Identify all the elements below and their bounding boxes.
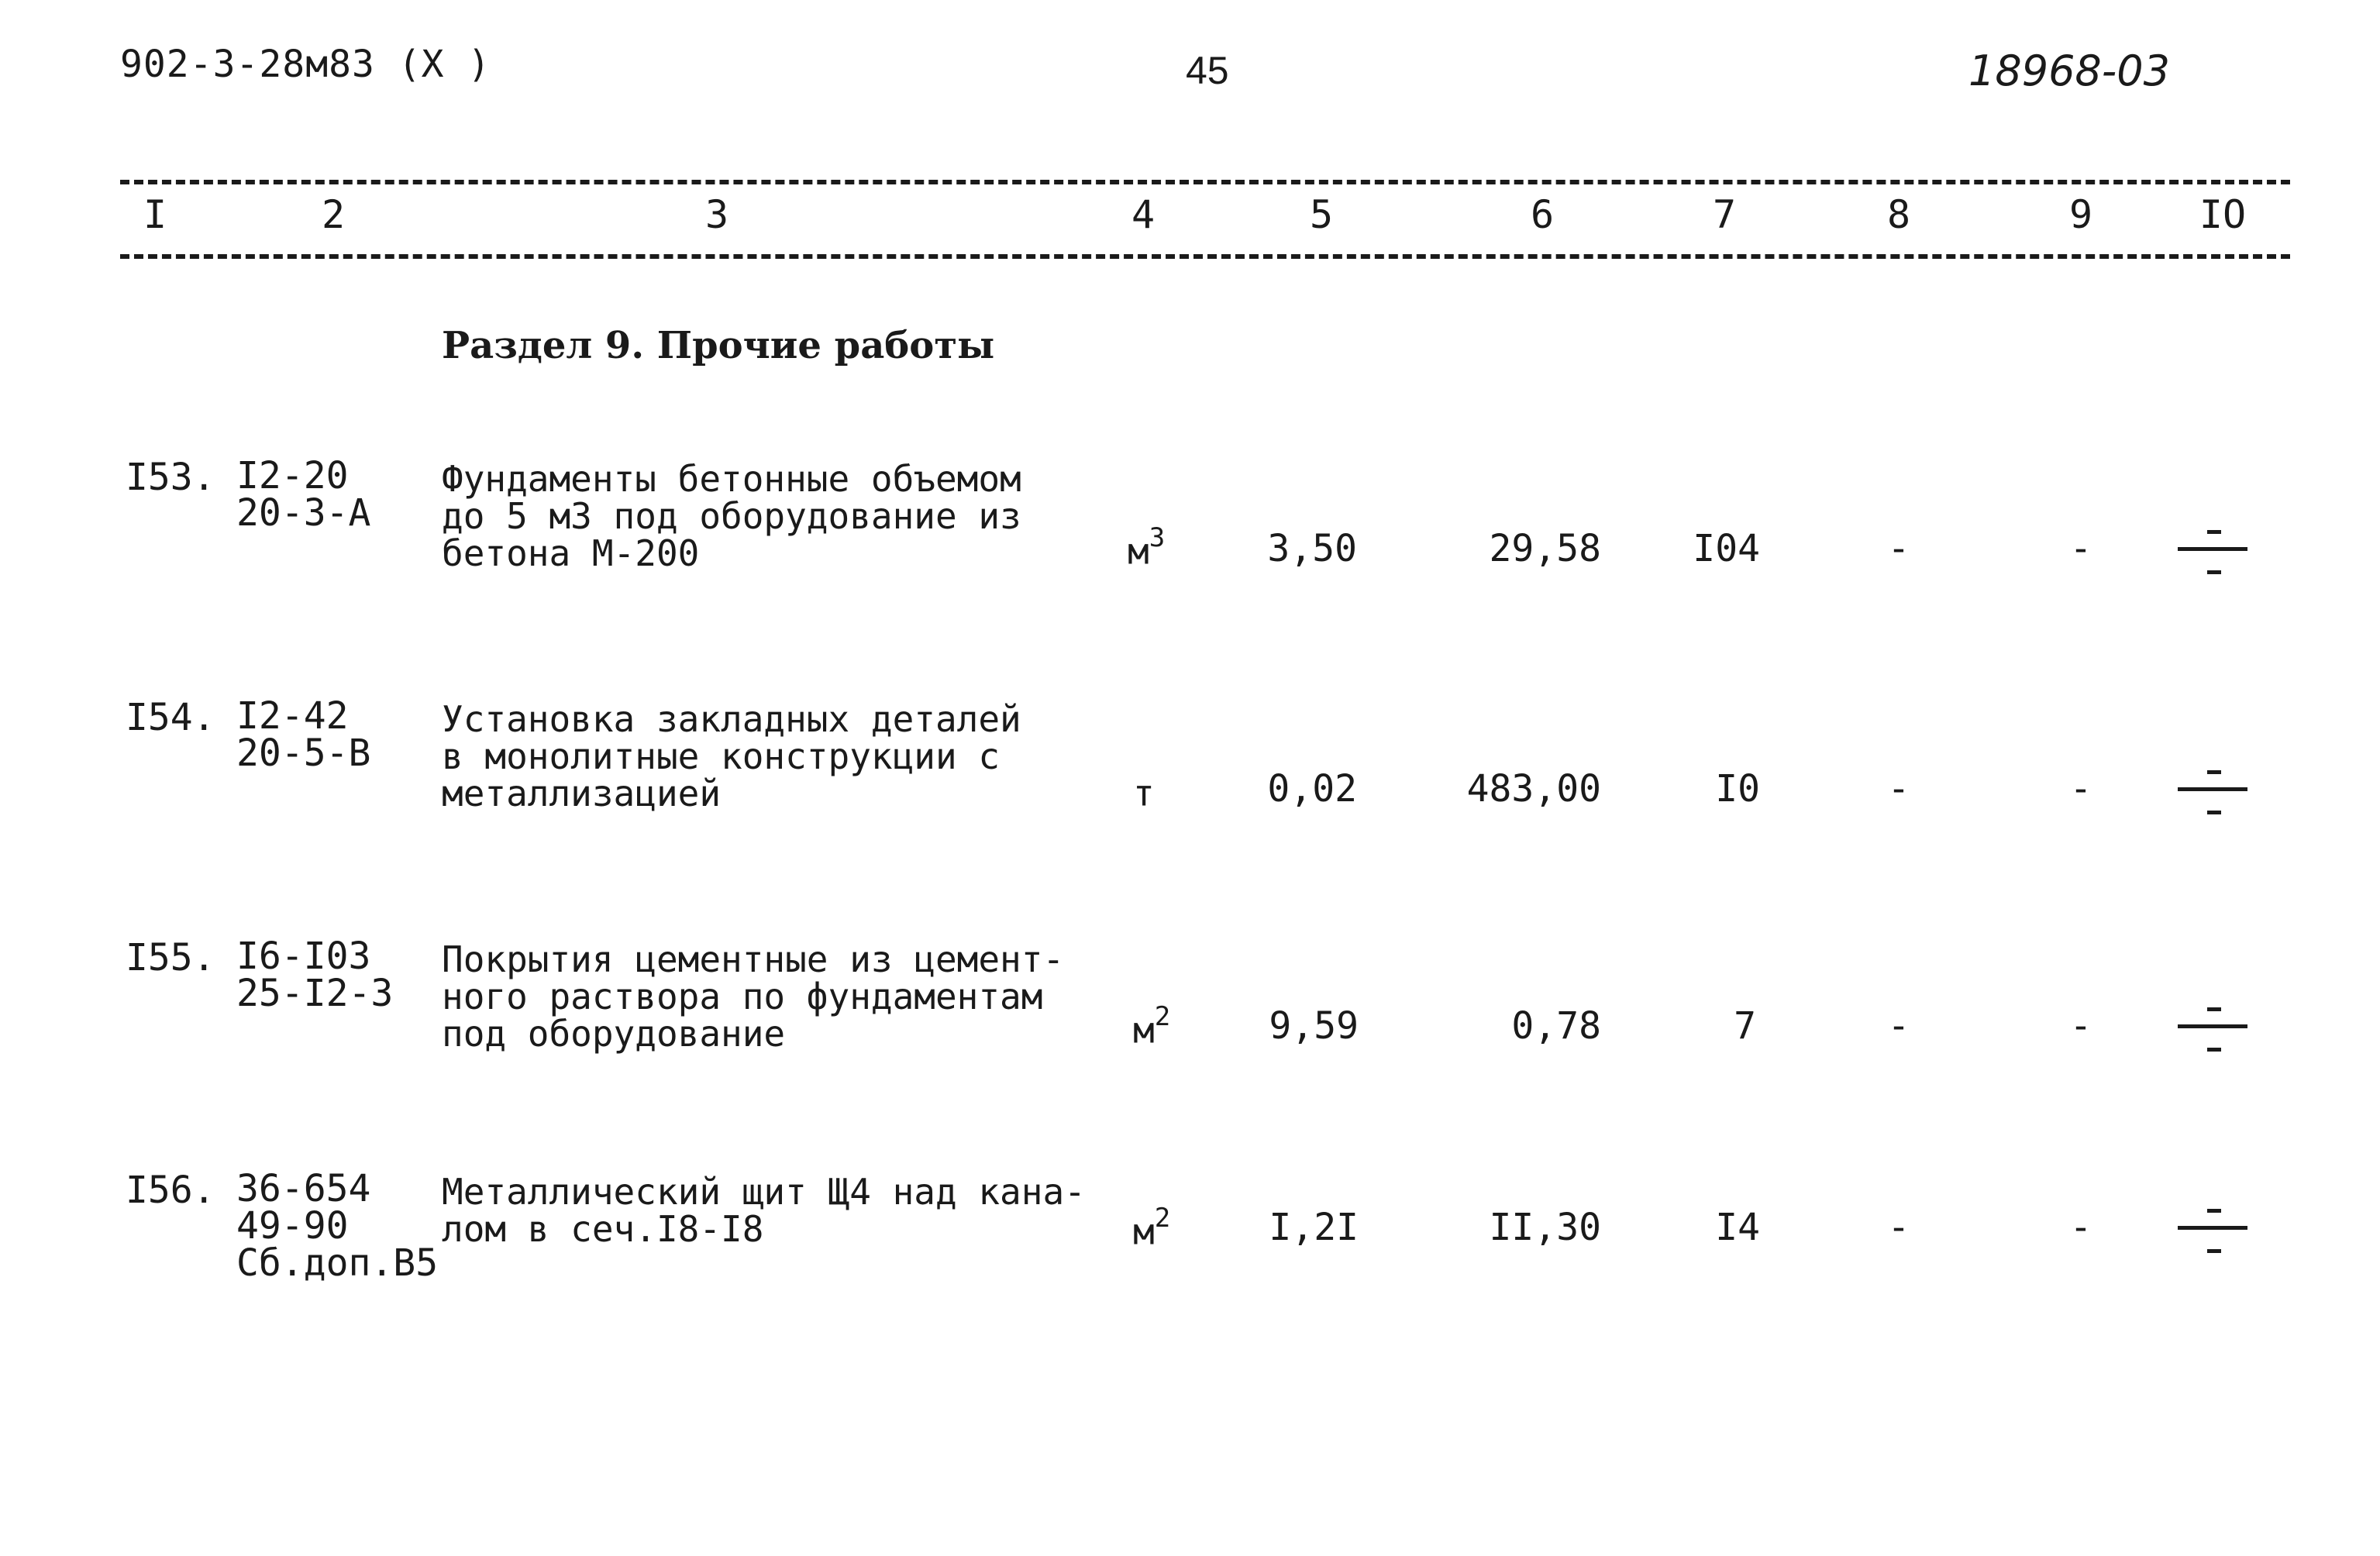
column-number-5: 5 — [1309, 192, 1334, 237]
row-col9: - — [2069, 1004, 2092, 1048]
column-number-4: 4 — [1131, 192, 1156, 237]
row-code: I2-20 — [236, 454, 349, 497]
row-quantity: 9,59 — [1269, 1004, 1359, 1048]
row-code: 20-5-В — [236, 732, 371, 775]
row-col9: - — [2069, 527, 2092, 570]
row-codes — [236, 1167, 439, 1285]
row-col10-mark — [2178, 995, 2247, 1065]
row-description — [442, 938, 1065, 1055]
row-col8: - — [1887, 767, 1910, 811]
row-unit: $м^2$ — [1133, 1001, 1171, 1052]
row-col10-mark — [2178, 758, 2247, 828]
row-description — [442, 698, 1021, 814]
description-line: Фундаменты бетонные объемом — [442, 458, 1021, 500]
document-number: 18968-03 — [1968, 46, 2170, 95]
table-rule-top — [120, 180, 2290, 184]
row-codes — [236, 935, 394, 1015]
row-col9: - — [2069, 767, 2092, 811]
row-col7: I0 — [1715, 767, 1760, 811]
row-quantity: 3,50 — [1267, 527, 1357, 570]
row-codes — [236, 694, 371, 775]
description-line: Установка закладных деталей — [442, 698, 1021, 740]
table-rule-bottom — [120, 254, 2290, 259]
row-code: 25-I2-3 — [236, 972, 394, 1015]
row-cost: II,30 — [1489, 1206, 1601, 1249]
document-code: 902-3-28м83 (X ) — [120, 43, 491, 86]
row-col8: - — [1887, 1206, 1910, 1249]
row-quantity: 0,02 — [1267, 767, 1357, 811]
row-cost: 0,78 — [1511, 1004, 1601, 1048]
row-col10-mark — [2178, 518, 2247, 587]
row-code: I2-42 — [236, 694, 349, 738]
section-title: Раздел 9. Прочие работы — [442, 324, 995, 367]
column-number-9: 9 — [2068, 192, 2093, 237]
row-col8: - — [1887, 1004, 1910, 1048]
column-number-8: 8 — [1886, 192, 1911, 237]
row-number: I56. — [126, 1169, 215, 1212]
row-description — [442, 1173, 1086, 1248]
row-col8: - — [1887, 527, 1910, 570]
page-number: 45 — [1186, 49, 1229, 92]
column-number-3: 3 — [704, 192, 729, 237]
row-col7: I04 — [1693, 527, 1760, 570]
column-number-10: IO — [2199, 192, 2247, 237]
row-number: I53. — [126, 456, 215, 499]
row-description — [442, 460, 1021, 572]
row-col10-mark — [2178, 1196, 2247, 1266]
row-quantity: I,2I — [1269, 1206, 1359, 1249]
row-code: 49-90 — [236, 1204, 349, 1248]
row-col9: - — [2069, 1206, 2092, 1249]
row-number: I54. — [126, 696, 215, 739]
row-unit: $м^2$ — [1133, 1203, 1171, 1253]
row-col7: I4 — [1715, 1206, 1760, 1249]
column-number-2: 2 — [321, 192, 346, 237]
row-code: Сб.доп.В5 — [236, 1241, 439, 1285]
row-code: I6-I03 — [236, 935, 371, 978]
description-line: бетона М-200 — [442, 532, 700, 574]
row-unit: т — [1133, 772, 1155, 814]
row-cost: 483,00 — [1466, 767, 1601, 811]
row-code: 20-3-А — [236, 491, 371, 535]
description-line: Покрытия цементные из цемент- — [442, 938, 1065, 980]
row-codes — [236, 454, 371, 535]
row-cost: 29,58 — [1489, 527, 1601, 570]
row-unit: $м^3$ — [1128, 522, 1166, 573]
description-line: в монолитные конструкции с — [442, 735, 1001, 777]
column-number-6: 6 — [1530, 192, 1555, 237]
description-line: под оборудование — [442, 1013, 786, 1055]
description-line: ного раствора по фундаментам — [442, 976, 1043, 1017]
description-line: лом в сеч.I8-I8 — [442, 1208, 764, 1250]
column-number-7: 7 — [1712, 192, 1737, 237]
row-col7: 7 — [1734, 1004, 1756, 1048]
row-code: 36-654 — [236, 1167, 371, 1210]
description-line: металлизацией — [442, 773, 722, 814]
description-line: Металлический щит Щ4 над кана- — [442, 1171, 1086, 1213]
description-line: до 5 м3 под оборудование из — [442, 495, 1021, 537]
row-number: I55. — [126, 936, 215, 979]
column-number-1: I — [143, 192, 167, 237]
